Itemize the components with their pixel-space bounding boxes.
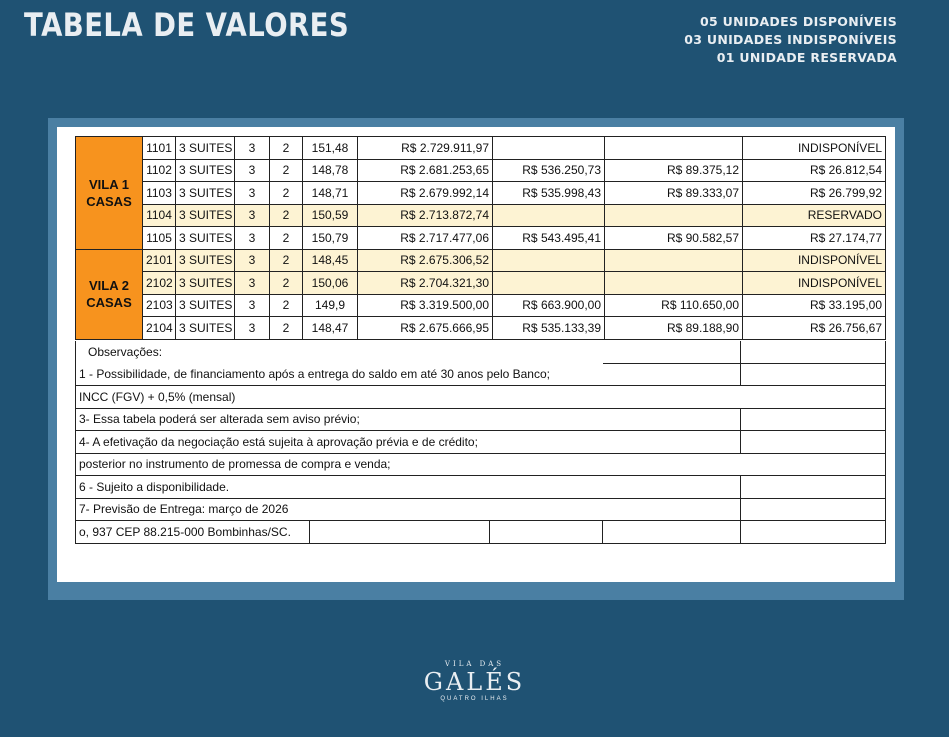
entry-cell: R$ 536.250,73 bbox=[493, 159, 605, 182]
col3-cell: 3 bbox=[235, 317, 270, 340]
price-cell: R$ 2.713.872,74 bbox=[358, 204, 493, 227]
entry-cell bbox=[493, 249, 605, 272]
unit-cell: 1101 bbox=[143, 137, 176, 160]
unit-cell: 2102 bbox=[143, 272, 176, 295]
group-label-vila-2: VILA 2 CASAS bbox=[76, 249, 143, 339]
type-cell: 3 SUITES bbox=[176, 204, 235, 227]
page-title: TABELA DE VALORES bbox=[24, 6, 350, 44]
type-cell: 3 SUITES bbox=[176, 317, 235, 340]
table-row bbox=[76, 249, 886, 272]
table-row bbox=[76, 272, 886, 295]
price-cell: R$ 3.319.500,00 bbox=[358, 294, 493, 317]
notes-table bbox=[75, 341, 886, 544]
table-row bbox=[76, 159, 886, 182]
group-label-vila-1: VILA 1 CASAS bbox=[76, 137, 143, 250]
price-cell: R$ 2.679.992,14 bbox=[358, 182, 493, 205]
col4-cell: 2 bbox=[270, 204, 303, 227]
note-item: 3- Essa tabela poderá ser alterada sem aviso prévio; bbox=[76, 408, 741, 431]
availability-summary bbox=[684, 13, 897, 67]
monthly-cell: R$ 110.650,00 bbox=[605, 294, 743, 317]
unit-cell: 2103 bbox=[143, 294, 176, 317]
col4-cell: 2 bbox=[270, 227, 303, 250]
entry-cell: R$ 663.900,00 bbox=[493, 294, 605, 317]
entry-cell: R$ 535.998,43 bbox=[493, 182, 605, 205]
type-cell: 3 SUITES bbox=[176, 159, 235, 182]
status-unavailable: 03 UNIDADES INDISPONÍVEIS bbox=[684, 32, 897, 47]
table-row bbox=[76, 137, 886, 160]
status-cell: R$ 26.756,67 bbox=[743, 317, 886, 340]
notes-heading: Observações: bbox=[76, 341, 603, 363]
note-item: 6 - Sujeito a disponibilidade. bbox=[76, 476, 741, 499]
monthly-cell bbox=[605, 272, 743, 295]
unit-cell: 1102 bbox=[143, 159, 176, 182]
note-row bbox=[76, 498, 886, 521]
monthly-cell bbox=[605, 249, 743, 272]
status-reserved: 01 UNIDADE RESERVADA bbox=[716, 50, 897, 65]
table-row bbox=[76, 317, 886, 340]
note-item: INCC (FGV) + 0,5% (mensal) bbox=[76, 386, 886, 409]
col4-cell: 2 bbox=[270, 272, 303, 295]
note-row bbox=[76, 431, 886, 454]
col3-cell: 3 bbox=[235, 182, 270, 205]
status-cell: R$ 26.799,92 bbox=[743, 182, 886, 205]
logo-top-text: VILA DAS bbox=[444, 660, 505, 668]
logo-main-text: GALÉS bbox=[423, 668, 526, 696]
entry-cell bbox=[493, 137, 605, 160]
col4-cell: 2 bbox=[270, 294, 303, 317]
unit-cell: 2104 bbox=[143, 317, 176, 340]
col3-cell: 3 bbox=[235, 159, 270, 182]
status-available: 05 UNIDADES DISPONÍVEIS bbox=[699, 14, 897, 29]
area-cell: 150,06 bbox=[303, 272, 358, 295]
monthly-cell bbox=[605, 137, 743, 160]
note-item: 7- Previsão de Entrega: março de 2026 bbox=[76, 498, 490, 521]
note-row bbox=[76, 521, 886, 544]
status-cell: R$ 26.812,54 bbox=[743, 159, 886, 182]
table-row bbox=[76, 204, 886, 227]
status-cell: RESERVADO bbox=[743, 204, 886, 227]
monthly-cell: R$ 89.188,90 bbox=[605, 317, 743, 340]
note-row bbox=[76, 386, 886, 409]
col3-cell: 3 bbox=[235, 249, 270, 272]
entry-cell: R$ 535.133,39 bbox=[493, 317, 605, 340]
col4-cell: 2 bbox=[270, 182, 303, 205]
area-cell: 148,78 bbox=[303, 159, 358, 182]
monthly-cell: R$ 89.375,12 bbox=[605, 159, 743, 182]
area-cell: 149,9 bbox=[303, 294, 358, 317]
price-cell: R$ 2.675.306,52 bbox=[358, 249, 493, 272]
col4-cell: 2 bbox=[270, 137, 303, 160]
type-cell: 3 SUITES bbox=[176, 227, 235, 250]
monthly-cell bbox=[605, 204, 743, 227]
note-row bbox=[76, 341, 886, 363]
price-cell: R$ 2.675.666,95 bbox=[358, 317, 493, 340]
area-cell: 150,79 bbox=[303, 227, 358, 250]
note-item: o, 937 CEP 88.215-000 Bombinhas/SC. bbox=[76, 521, 310, 544]
table-row bbox=[76, 294, 886, 317]
type-cell: 3 SUITES bbox=[176, 249, 235, 272]
entry-cell bbox=[493, 204, 605, 227]
col4-cell: 2 bbox=[270, 249, 303, 272]
table-row bbox=[76, 227, 886, 250]
note-item: posterior no instrumento de promessa de compra e venda; bbox=[76, 453, 886, 476]
logo-sub-text: QUATRO ILHAS bbox=[440, 696, 509, 702]
status-cell: INDISPONÍVEL bbox=[743, 137, 886, 160]
col3-cell: 3 bbox=[235, 137, 270, 160]
col4-cell: 2 bbox=[270, 159, 303, 182]
area-cell: 148,47 bbox=[303, 317, 358, 340]
area-cell: 150,59 bbox=[303, 204, 358, 227]
unit-cell: 2101 bbox=[143, 249, 176, 272]
col3-cell: 3 bbox=[235, 294, 270, 317]
status-cell: R$ 33.195,00 bbox=[743, 294, 886, 317]
area-cell: 148,71 bbox=[303, 182, 358, 205]
type-cell: 3 SUITES bbox=[176, 182, 235, 205]
price-cell: R$ 2.717.477,06 bbox=[358, 227, 493, 250]
status-cell: INDISPONÍVEL bbox=[743, 272, 886, 295]
entry-cell bbox=[493, 272, 605, 295]
monthly-cell: R$ 89.333,07 bbox=[605, 182, 743, 205]
col3-cell: 3 bbox=[235, 227, 270, 250]
table-row bbox=[76, 182, 886, 205]
note-row bbox=[76, 453, 886, 476]
area-cell: 148,45 bbox=[303, 249, 358, 272]
note-row bbox=[76, 408, 886, 431]
type-cell: 3 SUITES bbox=[176, 272, 235, 295]
status-cell: R$ 27.174,77 bbox=[743, 227, 886, 250]
area-cell: 151,48 bbox=[303, 137, 358, 160]
col4-cell: 2 bbox=[270, 317, 303, 340]
brand-logo bbox=[0, 660, 949, 702]
entry-cell: R$ 543.495,41 bbox=[493, 227, 605, 250]
price-cell: R$ 2.681.253,65 bbox=[358, 159, 493, 182]
col3-cell: 3 bbox=[235, 204, 270, 227]
monthly-cell: R$ 90.582,57 bbox=[605, 227, 743, 250]
note-item: 4- A efetivação da negociação está sujeita à aprovação prévia e de crédito; bbox=[76, 431, 741, 454]
price-table bbox=[75, 136, 886, 340]
unit-cell: 1104 bbox=[143, 204, 176, 227]
note-item: 1 - Possibilidade, de financiamento após a entrega do saldo em até 30 anos pelo Banco; bbox=[76, 363, 741, 386]
price-cell: R$ 2.704.321,30 bbox=[358, 272, 493, 295]
unit-cell: 1105 bbox=[143, 227, 176, 250]
note-row bbox=[76, 476, 886, 499]
note-row bbox=[76, 363, 886, 386]
price-cell: R$ 2.729.911,97 bbox=[358, 137, 493, 160]
unit-cell: 1103 bbox=[143, 182, 176, 205]
type-cell: 3 SUITES bbox=[176, 137, 235, 160]
type-cell: 3 SUITES bbox=[176, 294, 235, 317]
status-cell: INDISPONÍVEL bbox=[743, 249, 886, 272]
col3-cell: 3 bbox=[235, 272, 270, 295]
